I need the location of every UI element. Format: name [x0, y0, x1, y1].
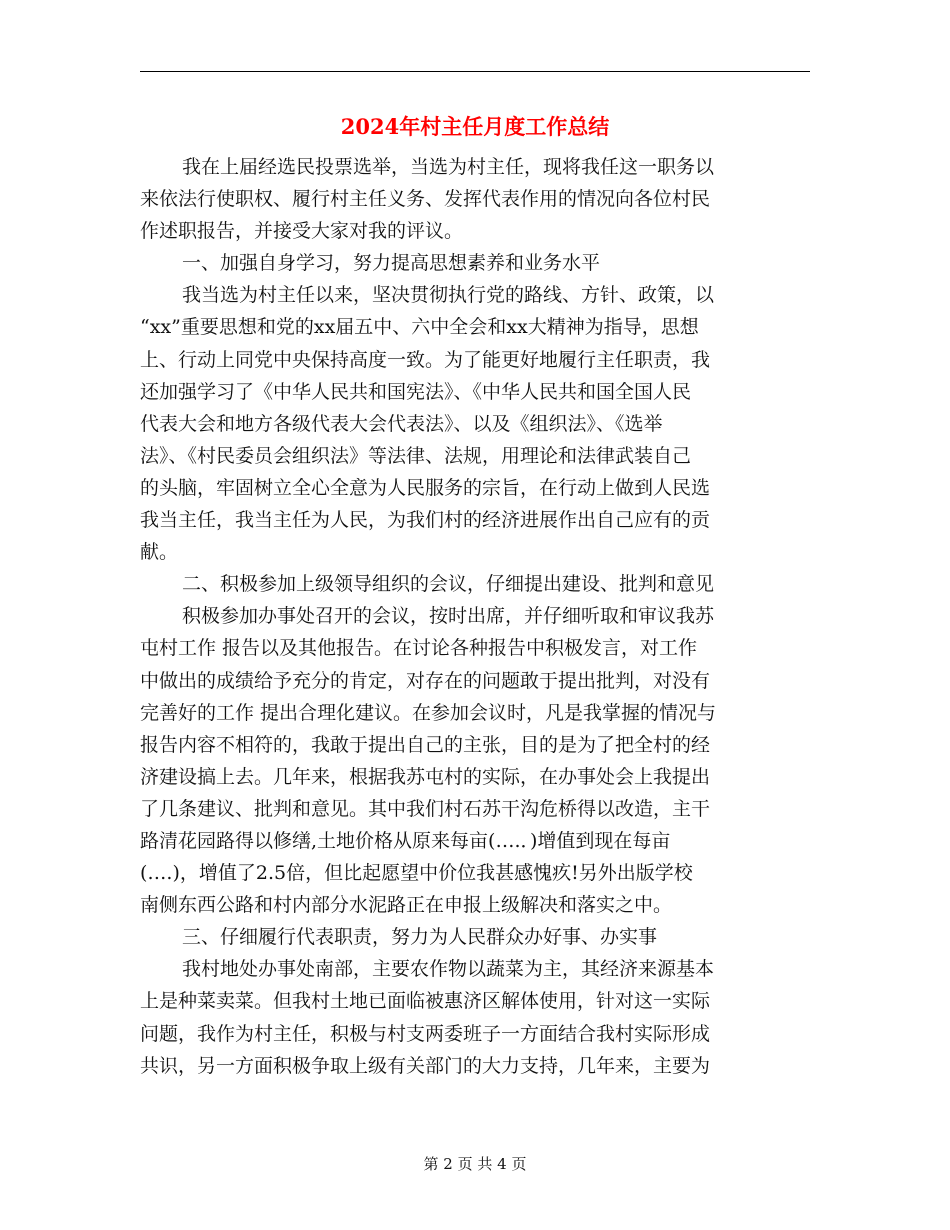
paragraph-line: 献。 — [140, 541, 179, 564]
section-heading: 三、仔细履行代表职责，努力为人民群众办好事、办实事 — [182, 926, 658, 949]
paragraph-line: 我当主任，我当主任为人民，为我们村的经济进展作出自己应有的贡 — [140, 509, 711, 532]
paragraph-line: 屯村工作 报告以及其他报告。在讨论各种报告中积极发言，对工作 — [140, 637, 698, 660]
paragraph-line: 南侧东西公路和村内部分水泥路正在申报上级解决和落实之中。 — [140, 894, 673, 917]
section-heading: 一、加强自身学习，努力提高思想素养和业务水平 — [182, 252, 601, 275]
paragraph-line: 我村地处办事处南部，主要农作物以蔬菜为主，其经济来源基本 — [182, 958, 715, 981]
paragraph-line: 路清花园路得以修缮,土地价格从原来每亩(….．)增值到现在每亩 — [140, 829, 671, 852]
page-footer: 第 2 页 共 4 页 — [423, 1155, 527, 1173]
paragraph-line: 作述职报告，并接受大家对我的评议。 — [140, 220, 464, 243]
paragraph-line: 代表大会和地方各级代表大会代表法》、以及《组织法》、《选举 — [140, 412, 663, 435]
paragraph-line: 我当选为村主任以来，坚决贯彻执行党的路线、方针、政策，以 — [182, 284, 715, 307]
paragraph-line: “xx”重要思想和党的xx届五中、六中全会和xx大精神为指导，思想 — [140, 316, 699, 339]
document-body — [140, 151, 810, 1082]
paragraph-line: 上、行动上同党中央保持高度一致。为了能更好地履行主任职责，我 — [140, 348, 711, 371]
paragraph-line: 完善好的工作 提出合理化建议。在参加会议时，凡是我掌握的情况与 — [140, 701, 717, 724]
paragraph-line: 还加强学习了《中华人民共和国宪法》、《中华人民共和国全国人民 — [140, 380, 692, 403]
paragraph-line: 济建设搞上去。几年来，根据我苏屯村的实际，在办事处会上我提出 — [140, 765, 711, 788]
paragraph-line: 我在上届经选民投票选举，当选为村主任，现将我任这一职务以 — [182, 156, 715, 178]
paragraph-line: 的头脑，牢固树立全心全意为人民服务的宗旨，在行动上做到人民选 — [140, 476, 711, 499]
paragraph-line: 共识，另一方面积极争取上级有关部门的大力支持，几年来，主要为 — [140, 1054, 711, 1077]
paragraph-line: 积极参加办事处召开的会议，按时出席，并仔细听取和审议我苏 — [182, 605, 715, 628]
paragraph-line: 了几条建议、批判和意见。其中我们村石苏干沟危桥得以改造，主干 — [140, 797, 711, 820]
paragraph-line: 上是种菜卖菜。但我村土地已面临被惠济区解体使用，针对这一实际 — [140, 990, 711, 1013]
paragraph-line: (….)，增值了2.5倍，但比起愿望中价位我甚感愧疚!另外出版学校 — [140, 862, 693, 885]
paragraph-line: 报告内容不相符的，我敢于提出自己的主张，目的是为了把全村的经 — [140, 733, 711, 756]
document-title: 2024年村主任月度工作总结 — [340, 114, 610, 139]
header-rule — [140, 71, 810, 72]
paragraph-line: 来依法行使职权、履行村主任义务、发挥代表作用的情况向各位村民 — [140, 188, 711, 211]
paragraph-line: 中做出的成绩给予充分的肯定，对存在的问题敢于提出批判，对没有 — [140, 669, 711, 692]
paragraph-line: 法》、《村民委员会组织法》等法律、法规，用理论和法律武装自己 — [140, 444, 692, 467]
paragraph-line: 问题，我作为村主任，积极与村支两委班子一方面结合我村实际形成 — [140, 1022, 711, 1045]
section-heading: 二、积极参加上级领导组织的会议，仔细提出建设、批判和意见 — [182, 573, 715, 596]
